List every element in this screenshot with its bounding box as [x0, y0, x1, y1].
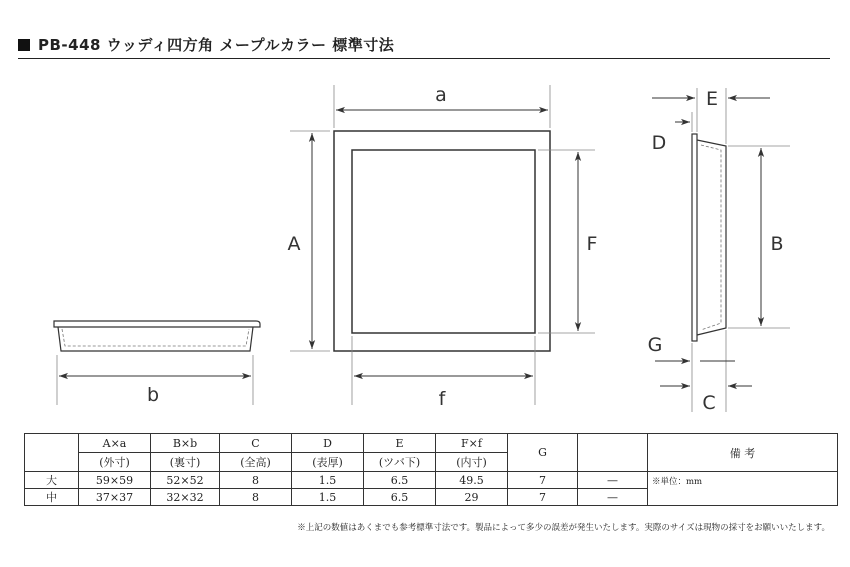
header-bottom: (内寸) [436, 453, 508, 472]
table-cell: 59×59 [79, 472, 151, 489]
label-F: F [586, 233, 598, 255]
table-header-row-1 [25, 434, 838, 453]
table-cell: 29 [436, 489, 508, 506]
inner-opening [352, 150, 535, 333]
header-top: E [364, 434, 436, 453]
row-label: 中 [25, 489, 79, 506]
left-profile-view [54, 321, 260, 406]
table-cell: 6.5 [364, 489, 436, 506]
header-top: A×a [79, 434, 151, 453]
table-cell: 1.5 [292, 489, 364, 506]
header-top: C [220, 434, 292, 453]
table-cell: 37×37 [79, 489, 151, 506]
label-B: B [770, 233, 784, 255]
corner-cell [25, 434, 79, 472]
remarks-cell: ※単位：mm [648, 472, 838, 506]
label-E: E [705, 88, 719, 110]
label-a: a [435, 84, 447, 106]
table-cell: 7 [508, 489, 578, 506]
header-bottom: (ツバ下) [364, 453, 436, 472]
front-view [288, 84, 598, 410]
flange-outline [54, 321, 260, 327]
table-cell: — [578, 472, 648, 489]
header-bottom: (裏寸) [151, 453, 220, 472]
outer-frame [334, 131, 550, 351]
header-top: B×b [151, 434, 220, 453]
flange-section [692, 134, 697, 341]
table-cell: 8 [220, 489, 292, 506]
header-blank [578, 434, 648, 472]
header-top: F×f [436, 434, 508, 453]
footnote: ※上記の数値はあくまでも参考標準寸法です。製品によって多少の誤差が発生いたします。実際のサイズは現物の採寸をお願いいたします。 [297, 523, 830, 533]
spec-table [24, 433, 838, 506]
header-bottom: (全高) [220, 453, 292, 472]
label-G: G [647, 334, 663, 356]
title-text: PB-448 ウッディ四方角 メープルカラー 標準寸法 [38, 36, 395, 54]
hidden-body-line [701, 145, 721, 330]
table-cell: 8 [220, 472, 292, 489]
label-A: A [287, 233, 301, 255]
table-row [25, 472, 838, 489]
header-G: G [508, 434, 578, 472]
table-cell: 7 [508, 472, 578, 489]
table-cell: 32×32 [151, 489, 220, 506]
row-label: 大 [25, 472, 79, 489]
body-section [697, 140, 726, 335]
right-section-view [648, 88, 790, 414]
label-C: C [702, 392, 716, 414]
header-top: D [292, 434, 364, 453]
label-b: b [146, 384, 160, 406]
header-bottom: (表厚) [292, 453, 364, 472]
label-f: f [438, 388, 446, 410]
label-D: D [651, 132, 667, 154]
table-cell: — [578, 489, 648, 506]
header-bottom: (外寸) [79, 453, 151, 472]
table-cell: 52×52 [151, 472, 220, 489]
table-cell: 1.5 [292, 472, 364, 489]
header-remarks: 備 考 [648, 434, 838, 472]
table-cell: 6.5 [364, 472, 436, 489]
hidden-inner-line [62, 329, 249, 346]
table-cell: 49.5 [436, 472, 508, 489]
body-outline [58, 327, 253, 351]
